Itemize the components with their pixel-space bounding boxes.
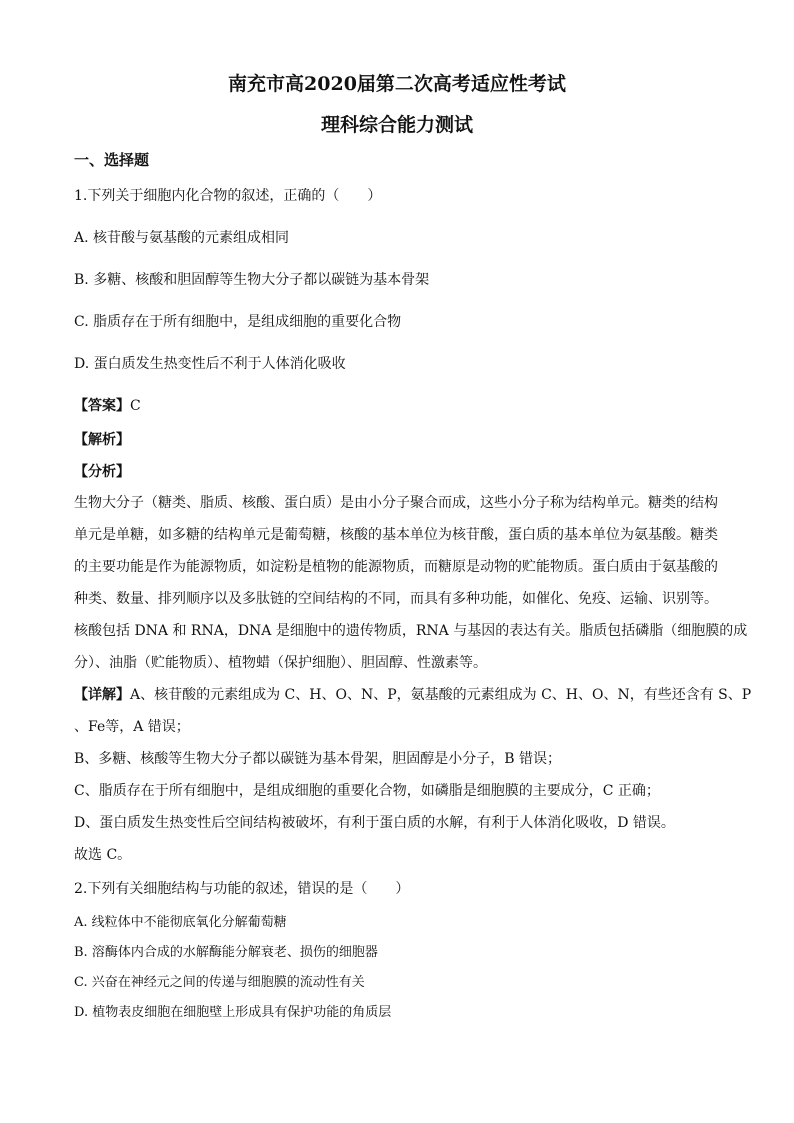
question-1-option-d: D. 蛋白质发生热变性后不利于人体消化吸收 (74, 356, 346, 372)
question-1-stem: 1.下列关于细胞内化合物的叙述，正确的（ ） (74, 188, 382, 204)
analysis-label: 【解析】 (74, 432, 130, 448)
fenxi-line: 生物大分子（糖类、脂质、核酸、蛋白质）是由小分子聚合而成，这些小分子称为结构单元。糖类的结构 (74, 495, 718, 511)
detail-text: A、核苷酸的元素组成为 C、H、O、N、P，氨基酸的元素组成为 C、H、O、N，有些还含有 S、P (130, 687, 752, 703)
question-2-option-c: C. 兴奋在神经元之间的传递与细胞膜的流动性有关 (74, 975, 365, 990)
fenxi-label: 【分析】 (74, 464, 130, 480)
answer-label: 【答案】 (74, 398, 130, 414)
fenxi-line: 分）、油脂（贮能物质）、植物蜡（保护细胞）、胆固醇、性激素等。 (74, 655, 487, 671)
question-1-option-b: B. 多糖、核酸和胆固醇等生物大分子都以碳链为基本骨架 (74, 272, 430, 288)
detail-line: B、多糖、核酸等生物大分子都以碳链为基本骨架，胆固醇是小分子，B 错误； (74, 751, 562, 767)
question-2-stem: 2.下列有关细胞结构与功能的叙述，错误的是（ ） (74, 881, 410, 897)
answer-value: C (130, 398, 141, 414)
detail-line: D、蛋白质发生热变性后空间结构被破坏，有利于蛋白质的水解，有利于人体消化吸收，D 错误。 (74, 815, 675, 831)
section-heading: 一、选择题 (74, 151, 150, 169)
fenxi-line: 单元是单糖，如多糖的结构单元是葡萄糖，核酸的基本单位为核苷酸，蛋白质的基本单位为氨基酸。糖类 (74, 527, 718, 543)
fenxi-line: 种类、数量、排列顺序以及多肽链的空间结构的不同，而具有多种功能，如催化、免疫、运输、识别等。 (74, 591, 718, 607)
question-1-option-c: C. 脂质存在于所有细胞中，是组成细胞的重要化合物 (74, 314, 402, 330)
question-2-option-d: D. 植物表皮细胞在细胞壁上形成具有保护功能的角质层 (74, 1005, 392, 1020)
detail-line: 故选 C。 (74, 847, 132, 863)
exam-subtitle: 理科综合能力测试 (320, 114, 473, 136)
detail-label: 【详解】 (74, 687, 130, 703)
detail-line (74, 686, 751, 704)
detail-line: C、脂质存在于所有细胞中，是组成细胞的重要化合物，如磷脂是细胞膜的主要成分，C 正确； (74, 783, 660, 799)
question-2-option-b: B. 溶酶体内合成的水解酶能分解衰老、损伤的细胞器 (74, 945, 378, 960)
question-2-option-a: A. 线粒体中不能彻底氧化分解葡萄糖 (74, 915, 287, 930)
detail-line: 、Fe等，A 错误； (74, 719, 190, 735)
fenxi-line: 核酸包括 DNA 和 RNA，DNA 是细胞中的遗传物质，RNA 与基因的表达有关。脂质包括磷脂（细胞膜的成 (74, 623, 748, 639)
answer-line (74, 397, 141, 415)
question-1-option-a: A. 核苷酸与氨基酸的元素组成相同 (74, 230, 290, 246)
exam-title: 南充市高2020届第二次高考适应性考试 (228, 73, 566, 95)
fenxi-line: 的主要功能是作为能源物质，如淀粉是植物的能源物质，而糖原是动物的贮能物质。蛋白质由于氨基酸的 (74, 559, 718, 575)
